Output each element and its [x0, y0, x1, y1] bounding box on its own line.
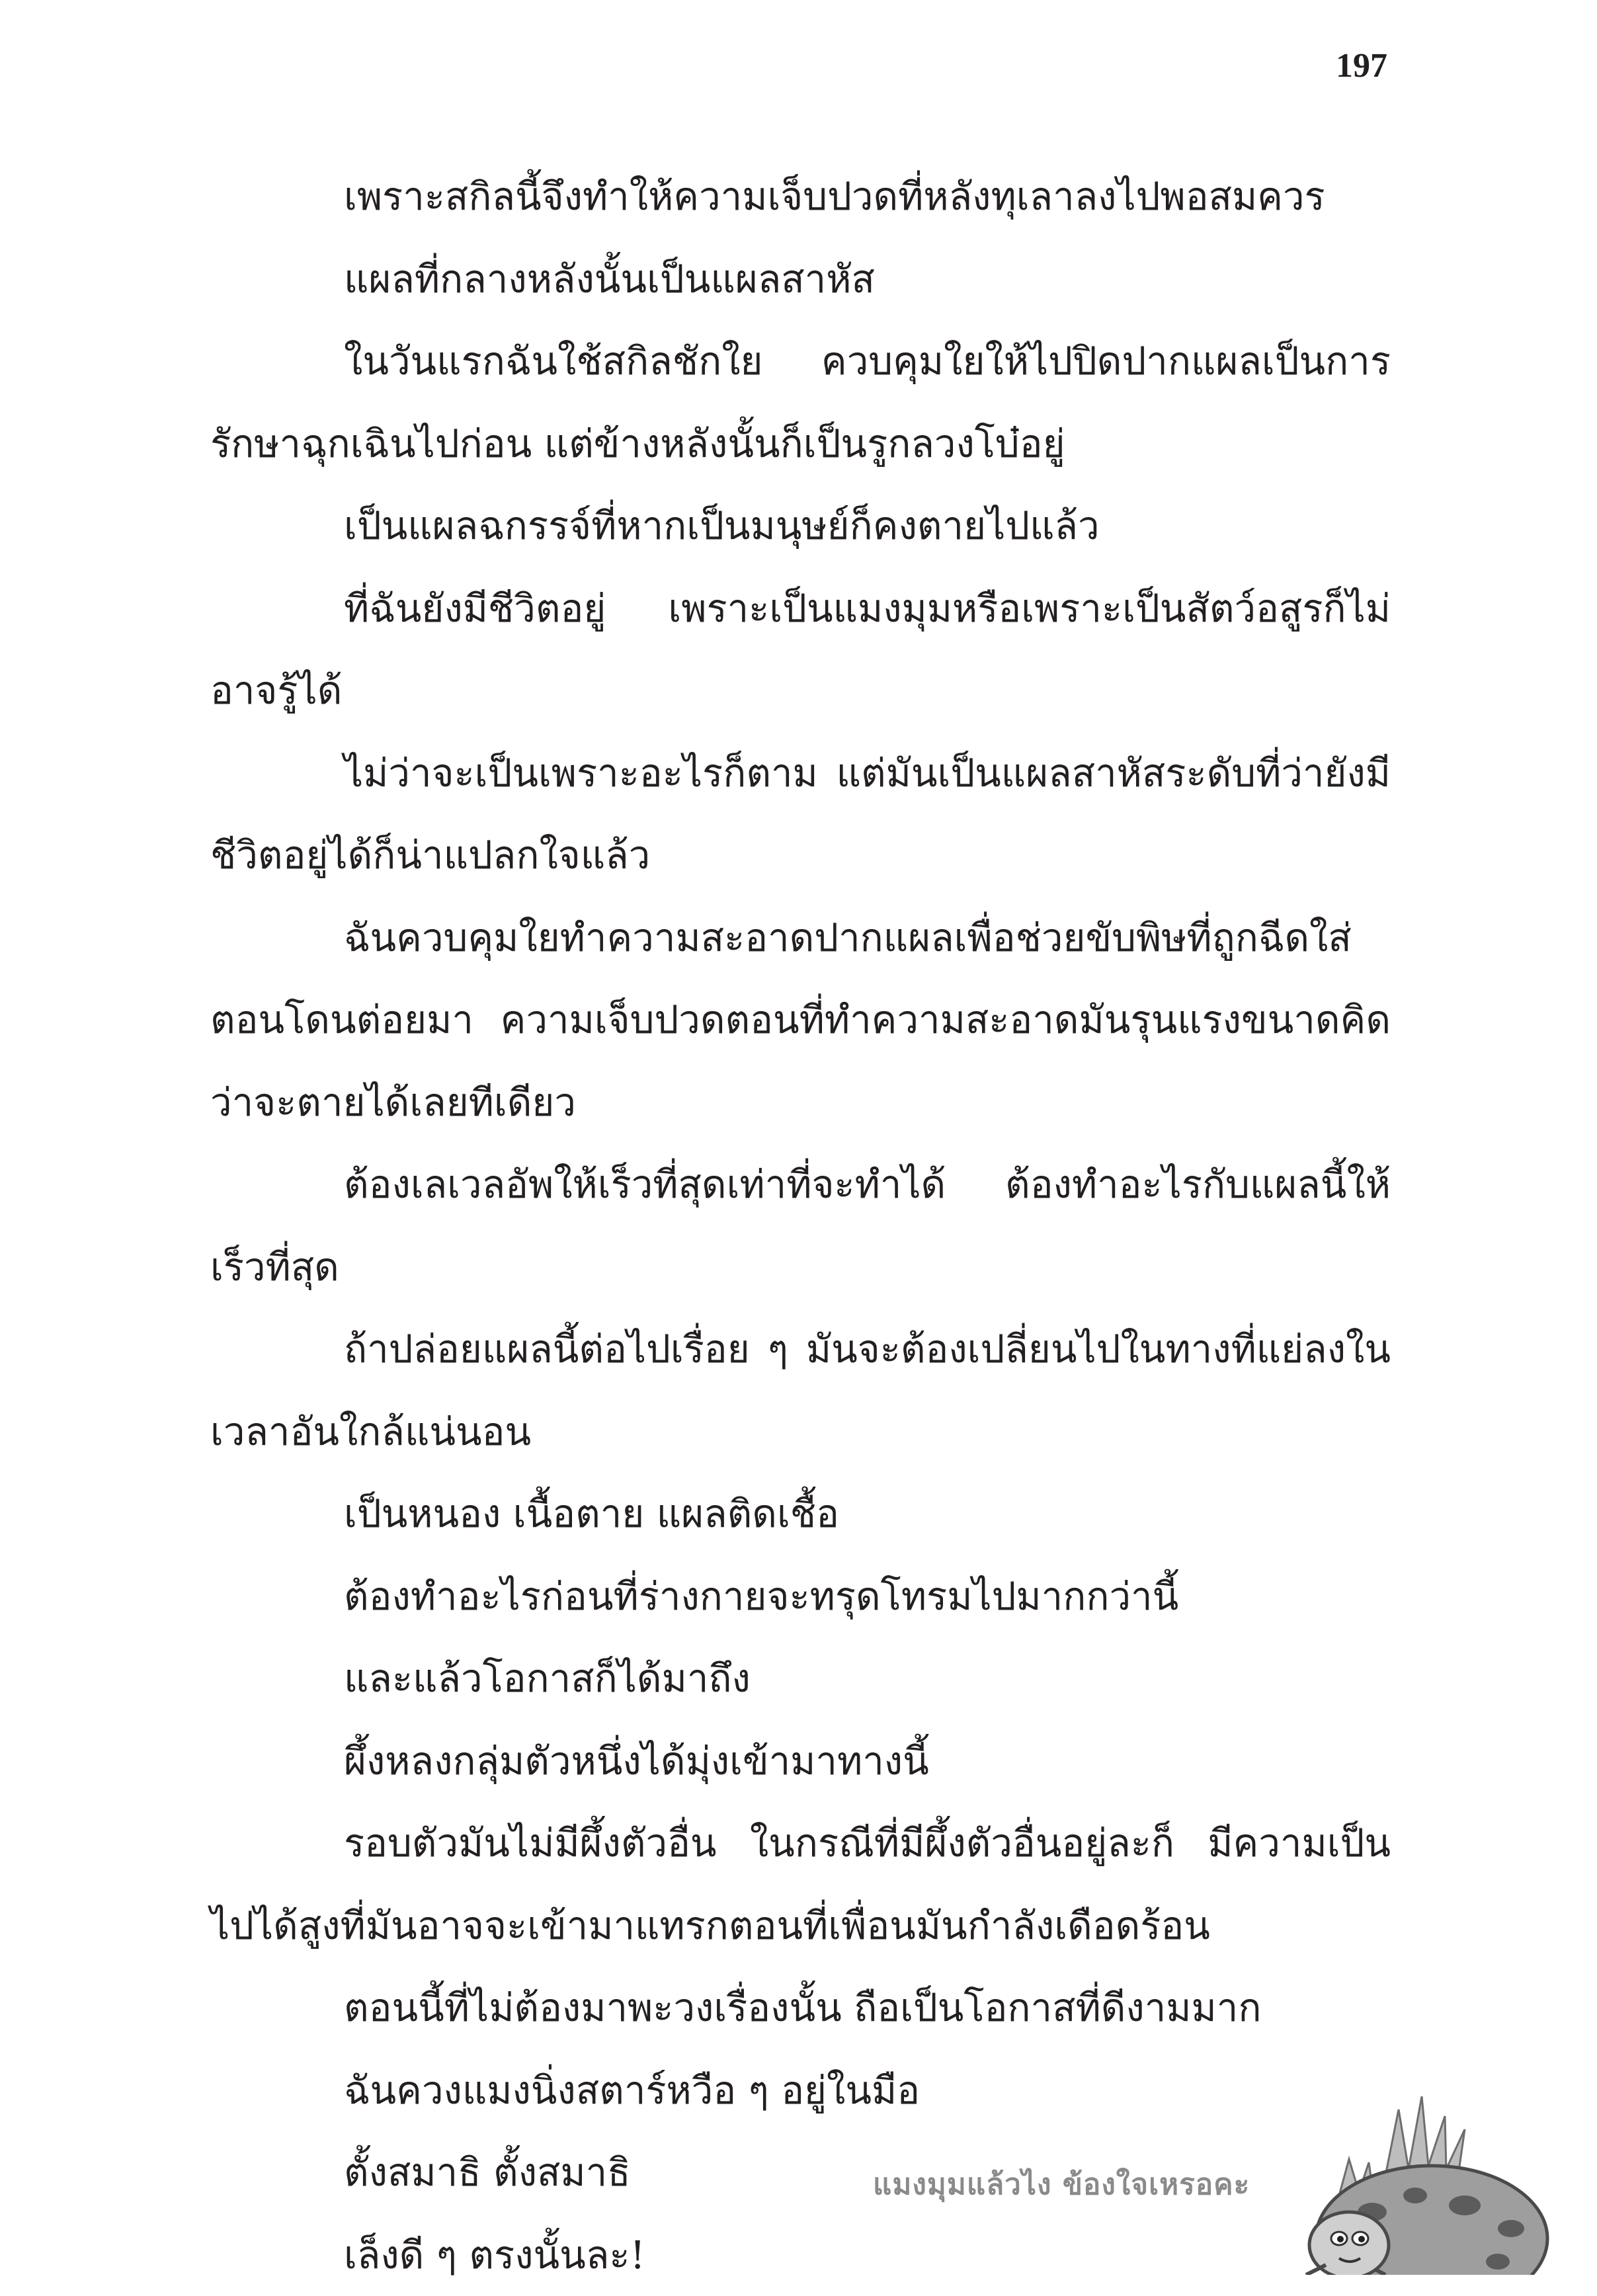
- paragraph: เป็นหนอง เนื้อตาย แผลติดเชื้อ: [210, 1473, 1391, 1555]
- paragraph: ไม่ว่าจะเป็นเพราะอะไรก็ตาม แต่มันเป็นแผลสาหัสระดับที่ว่ายังมีชีวิตอยู่ได้ก็น่าแปลกใจแล้ว: [210, 732, 1391, 897]
- paragraph: ถ้าปล่อยแผลนี้ต่อไปเรื่อย ๆ มันจะต้องเปลี่ยนไปในทางที่แย่ลงในเวลาอันใกล้แน่นอน: [210, 1308, 1391, 1473]
- body-text: [210, 155, 1391, 2296]
- paragraph: ตั้งสมาธิ ตั้งสมาธิ: [210, 2131, 1391, 2214]
- paragraph: ต้องเลเวลอัพให้เร็วที่สุดเท่าที่จะทำได้ ต้องทำอะไรกับแผลนี้ให้เร็วที่สุด: [210, 1143, 1391, 1308]
- paragraph: เพราะสกิลนี้จึงทำให้ความเจ็บปวดที่หลังทุเลาลงไปพอสมควร: [210, 155, 1391, 238]
- page-number: 197: [1336, 46, 1387, 85]
- paragraph: เป็นแผลฉกรรจ์ที่หากเป็นมนุษย์ก็คงตายไปแล้ว: [210, 485, 1391, 567]
- paragraph: เล็งดี ๆ ตรงนั้นละ!: [210, 2214, 1391, 2296]
- footer-book-title: แมงมุมแล้วไง ข้องใจเหรอคะ: [873, 2161, 1250, 2207]
- paragraph: ที่ฉันยังมีชีวิตอยู่ เพราะเป็นแมงมุมหรือเพราะเป็นสัตว์อสูรก็ไม่อาจรู้ได้: [210, 567, 1391, 732]
- paragraph: ต้องทำอะไรก่อนที่ร่างกายจะทรุดโทรมไปมากกว่านี้: [210, 1555, 1391, 1638]
- paragraph: ฉันควบคุมใยทำความสะอาดปากแผลเพื่อช่วยขับพิษที่ถูกฉีดใส่ตอนโดนต่อยมา ความเจ็บปวดตอนที่ทำความสะอาดมันรุนแรงขนาดคิดว่าจะตายได้เลยทีเดียว: [210, 897, 1391, 1144]
- paragraph: ฉันควงแมงนิ่งสตาร์หวือ ๆ อยู่ในมือ: [210, 2049, 1391, 2132]
- paragraph: ตอนนี้ที่ไม่ต้องมาพะวงเรื่องนั้น ถือเป็นโอกาสที่ดีงามมาก: [210, 1967, 1391, 2049]
- spider-mascot-icon: [1299, 2096, 1597, 2275]
- paragraph: ผึ้งหลงกลุ่มตัวหนึ่งได้มุ่งเข้ามาทางนี้: [210, 1720, 1391, 1803]
- paragraph: แผลที่กลางหลังนั้นเป็นแผลสาหัส: [210, 238, 1391, 321]
- paragraph: รอบตัวมันไม่มีผึ้งตัวอื่น ในกรณีที่มีผึ้งตัวอื่นอยู่ละก็ มีความเป็นไปได้สูงที่มันอาจจะเข้ามาแทรกตอนที่เพื่อนมันกำลังเดือดร้อน: [210, 1802, 1391, 1967]
- paragraph: ในวันแรกฉันใช้สกิลชักใย ควบคุมใยให้ไปปิดปากแผลเป็นการรักษาฉุกเฉินไปก่อน แต่ข้างหลังนั้นก็เป็นรูกลวงโบ๋อยู่: [210, 320, 1391, 485]
- paragraph: และแล้วโอกาสก็ได้มาถึง: [210, 1637, 1391, 1720]
